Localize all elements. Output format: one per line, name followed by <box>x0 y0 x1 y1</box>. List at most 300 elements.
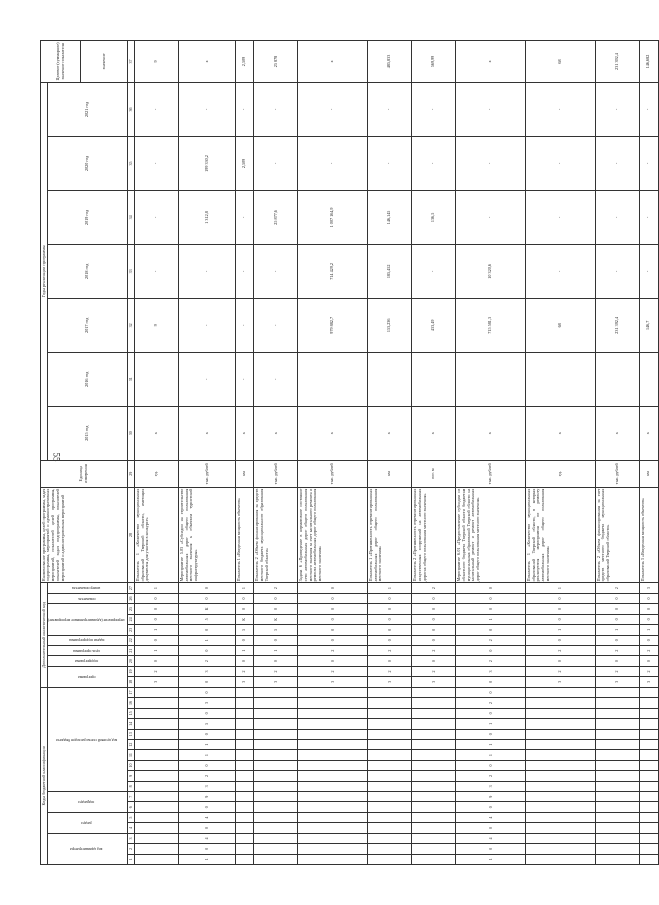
column-number-text: 13 <box>127 732 133 737</box>
column-number <box>128 771 135 781</box>
code-digit <box>596 666 640 676</box>
year-value <box>135 406 179 460</box>
row-name <box>596 487 640 583</box>
year-value <box>135 190 179 244</box>
row-name <box>298 487 368 583</box>
code-digit-text: 5 <box>272 628 278 631</box>
code-digit-text: 3 <box>386 680 392 683</box>
row-unit <box>298 460 368 487</box>
code-digit-text: 1 <box>557 587 563 590</box>
code-digit-text: 0 <box>645 660 651 663</box>
code-digit-text: 0 <box>272 660 278 663</box>
code-digit <box>135 802 179 812</box>
code-digit-text: 0 <box>203 806 209 809</box>
code-digit <box>179 593 236 603</box>
code-digit-text: 0 <box>645 639 651 642</box>
column-number <box>128 833 135 843</box>
code-digit-text: 2 <box>487 660 493 663</box>
year-value <box>640 244 658 298</box>
code-digit <box>254 666 298 676</box>
code-digit-text: 2 <box>386 670 392 673</box>
code-digit <box>298 614 368 624</box>
row-name <box>236 487 254 583</box>
year-value-text: 1 312,8 <box>203 211 209 224</box>
year-value <box>526 82 596 136</box>
rotated-table-container <box>40 40 651 865</box>
year-value-text: - <box>487 108 493 111</box>
code-digit <box>456 792 526 802</box>
code-digit-text: 2 <box>557 670 563 673</box>
code-digit-text: 3 <box>645 680 651 683</box>
code-digit <box>236 593 254 603</box>
year-value <box>640 190 658 244</box>
subprogram-header-text: подпрограмма <box>74 659 99 664</box>
code-digit-text: 0 <box>487 712 493 715</box>
code-digit <box>135 833 179 843</box>
code-digit <box>135 635 179 645</box>
code-digit <box>640 771 658 781</box>
code-digit <box>254 645 298 655</box>
year-value <box>368 244 412 298</box>
code-digit <box>368 719 412 729</box>
year-value-text: х <box>203 432 209 435</box>
code-digit <box>368 854 412 864</box>
code-digit <box>412 625 456 635</box>
year-value <box>236 244 254 298</box>
code-digit <box>254 698 298 708</box>
year-value-text: х <box>386 432 392 435</box>
code-digit <box>236 604 254 614</box>
year-value-text: - <box>241 378 247 380</box>
code-digit <box>179 823 236 833</box>
code-digit <box>640 739 658 749</box>
column-number-text: 15 <box>127 711 133 716</box>
column-number-text: 33 <box>127 269 133 274</box>
row-unit <box>368 460 412 487</box>
year-value <box>298 298 368 352</box>
row-name <box>135 487 179 583</box>
code-digit <box>254 739 298 749</box>
code-digit-text: 2 <box>487 639 493 642</box>
row-unit <box>135 460 179 487</box>
year-value <box>596 352 640 406</box>
code-digit-text: 3 <box>203 670 209 673</box>
code-digit-text: 1 <box>487 618 493 621</box>
year-value-text: 153,236 <box>386 318 392 333</box>
year-value-text: - <box>557 216 563 219</box>
row-name <box>640 487 658 583</box>
code-digit <box>640 833 658 843</box>
target-value-header-text: Целевое (суммарное) значение показателя <box>54 42 65 81</box>
column-number-text: 10 <box>127 763 133 768</box>
year-header-7-text: 2021 год <box>84 101 90 118</box>
code-digit <box>640 645 658 655</box>
year-value <box>456 190 526 244</box>
year-header-4 <box>47 244 127 298</box>
code-digit <box>236 656 254 666</box>
row-name-text: Показатель 2 «Объем финансирования за счет средств местного бюджета муниципальных образований Тверской области» <box>595 488 611 582</box>
year-value <box>135 352 179 406</box>
code-digit <box>135 604 179 614</box>
name-column-header-text: Наименование программы, целей программы, задач подпрограммы, мероприятий и административных мероприятий, показателей целей программы, показателей задач подпрограммы, показателей мероприятий и административных мероприятий <box>40 488 65 582</box>
code-digit <box>254 687 298 698</box>
code-digit <box>179 645 236 655</box>
code-digit-text: 0 <box>153 660 159 663</box>
code-digit <box>526 614 596 624</box>
column-number-text: 7 <box>127 795 133 798</box>
code-digit-text: 2 <box>430 649 436 652</box>
code-digit-text: 0 <box>614 597 620 600</box>
row-unit <box>254 460 298 487</box>
row-unit <box>412 460 456 487</box>
code-digit <box>526 729 596 739</box>
code-digit-text: 2 <box>272 670 278 673</box>
code-digit <box>640 854 658 864</box>
year-value <box>298 190 368 244</box>
code-digit <box>526 625 596 635</box>
subsection-header <box>47 792 127 813</box>
analytic-code-header <box>41 583 48 687</box>
code-digit <box>412 823 456 833</box>
code-digit <box>596 760 640 770</box>
column-number <box>128 708 135 718</box>
column-number <box>128 460 135 487</box>
code-digit <box>254 708 298 718</box>
target-value <box>456 41 526 83</box>
code-digit <box>526 698 596 708</box>
code-digit <box>526 833 596 843</box>
year-value <box>640 136 658 190</box>
code-digit <box>456 729 526 739</box>
row-name <box>526 487 596 583</box>
year-header-3 <box>47 298 127 352</box>
year-value-text: - <box>487 216 493 219</box>
code-digit <box>179 698 236 708</box>
year-value-text: - <box>645 270 651 273</box>
code-digit <box>596 771 640 781</box>
code-digit-text: 0 <box>203 827 209 830</box>
year-value <box>640 298 658 352</box>
program-purpose-header <box>47 645 127 655</box>
code-digit-text: 0 <box>386 660 392 663</box>
code-digit <box>298 604 368 614</box>
code-digit-text: 3 <box>645 587 651 590</box>
year-value-text: - <box>241 216 247 219</box>
code-digit-text: 0 <box>645 597 651 600</box>
code-digit <box>412 729 456 739</box>
code-digit <box>596 833 640 843</box>
code-digit <box>368 792 412 802</box>
code-digit-text: 0 <box>487 628 493 631</box>
column-number <box>128 719 135 729</box>
code-digit <box>135 729 179 739</box>
code-digit <box>596 854 640 864</box>
code-digit <box>236 687 254 698</box>
code-digit <box>456 760 526 770</box>
code-digit-text: 1 <box>272 649 278 652</box>
code-digit <box>596 844 640 854</box>
year-value <box>254 244 298 298</box>
code-digit-text: 0 <box>329 618 335 621</box>
year-value <box>526 244 596 298</box>
code-digit-text: 0 <box>203 712 209 715</box>
admin-code-header-text: код администратора <box>70 847 103 852</box>
column-number <box>128 82 135 136</box>
indicator-num-header-text: номер показателя <box>72 586 101 591</box>
year-value <box>254 82 298 136</box>
code-digit-text: 0 <box>645 618 651 621</box>
code-digit-text: 0 <box>557 660 563 663</box>
target-value <box>135 41 179 83</box>
code-digit <box>368 708 412 718</box>
program-years-header-text: Годы реализации программы <box>40 245 46 298</box>
code-digit <box>640 656 658 666</box>
code-digit <box>179 760 236 770</box>
code-digit-text: 0 <box>386 607 392 610</box>
code-digit <box>526 719 596 729</box>
target-value <box>179 41 236 83</box>
code-digit <box>596 583 640 594</box>
indicator-num-header <box>47 583 127 594</box>
code-digit-text: 1 <box>645 628 651 631</box>
year-value-text: - <box>645 108 651 111</box>
code-digit <box>298 635 368 645</box>
code-digit <box>596 645 640 655</box>
column-number <box>128 190 135 244</box>
code-digit <box>456 823 526 833</box>
code-digit <box>412 698 456 708</box>
code-digit <box>368 604 412 614</box>
code-digit <box>298 698 368 708</box>
column-number-text: 28 <box>127 533 133 537</box>
code-digit <box>298 812 368 822</box>
year-value-text: - <box>153 270 159 273</box>
year-value-text: х <box>557 432 563 435</box>
code-digit <box>179 833 236 843</box>
code-digit-text: 0 <box>386 618 392 621</box>
code-digit-text: 0 <box>241 607 247 610</box>
year-value <box>298 82 368 136</box>
year-header-6-text: 2020 год <box>84 155 90 172</box>
year-value-text: - <box>430 108 436 111</box>
year-value-text: - <box>203 378 209 380</box>
code-digit-text: 0 <box>430 639 436 642</box>
code-digit <box>640 708 658 718</box>
year-value-text: х <box>487 432 493 435</box>
table-row <box>135 41 179 865</box>
code-digit <box>412 635 456 645</box>
code-digit <box>254 854 298 864</box>
code-digit <box>254 593 298 603</box>
code-digit <box>526 708 596 718</box>
column-number-text: 37 <box>127 59 133 64</box>
column-number-text: 5 <box>127 816 133 819</box>
code-digit-text: 1 <box>557 628 563 631</box>
code-digit <box>596 614 640 624</box>
measures-header <box>47 604 127 635</box>
code-digit <box>179 854 236 864</box>
code-digit <box>596 802 640 812</box>
year-value <box>135 244 179 298</box>
year-header-5-text: 2019 год <box>84 209 90 225</box>
row-name-text: Показатель 1 «Введенная мощность объектов» <box>235 498 241 582</box>
code-digit-text: 2 <box>557 649 563 652</box>
year-value <box>412 190 456 244</box>
code-digit <box>298 645 368 655</box>
year-value <box>368 190 412 244</box>
program-header-text: программа <box>77 674 96 679</box>
code-digit <box>254 719 298 729</box>
code-digit <box>412 708 456 718</box>
year-value <box>456 352 526 406</box>
code-digit <box>179 583 236 594</box>
value-header <box>81 41 128 83</box>
code-digit <box>412 656 456 666</box>
code-digit-text: 0 <box>386 628 392 631</box>
target-value-header <box>41 41 81 83</box>
table-row <box>596 41 640 865</box>
year-value <box>456 298 526 352</box>
year-value <box>596 190 640 244</box>
year-header-7 <box>47 82 127 136</box>
column-number <box>128 823 135 833</box>
year-value <box>368 406 412 460</box>
code-digit <box>596 812 640 822</box>
year-value-text: 185,452 <box>386 264 392 279</box>
code-digit-text: 0 <box>487 806 493 809</box>
code-digit-text: 0 <box>203 597 209 600</box>
program-years-header <box>41 82 48 460</box>
code-digit-text: 3 <box>241 680 247 683</box>
code-digit <box>526 854 596 864</box>
code-digit <box>135 677 179 687</box>
code-digit <box>368 802 412 812</box>
target-value-text: 231 392,4 <box>614 53 620 70</box>
year-header-5 <box>47 190 127 244</box>
year-value-text: 10 320,6 <box>487 264 493 279</box>
year-value <box>179 82 236 136</box>
column-number <box>128 298 135 352</box>
code-digit <box>526 583 596 594</box>
code-digit <box>298 583 368 594</box>
code-digit <box>254 625 298 635</box>
code-digit <box>179 750 236 760</box>
year-value-text: 68 <box>557 323 563 328</box>
code-digit <box>135 812 179 822</box>
row-name <box>412 487 456 583</box>
code-digit <box>526 802 596 812</box>
code-digit <box>236 625 254 635</box>
code-digit <box>236 583 254 594</box>
column-number <box>128 604 135 614</box>
year-value <box>526 190 596 244</box>
code-digit <box>368 666 412 676</box>
code-digit <box>179 771 236 781</box>
code-digit <box>596 739 640 749</box>
year-value <box>236 406 254 460</box>
code-digit <box>412 666 456 676</box>
code-digit <box>179 719 236 729</box>
target-value-text: 569,99 <box>430 55 436 68</box>
code-digit <box>254 802 298 812</box>
year-value-text: - <box>272 270 278 273</box>
year-value-text: - <box>272 324 278 327</box>
code-digit <box>640 729 658 739</box>
code-digit <box>456 812 526 822</box>
code-digit-text: 0 <box>614 639 620 642</box>
code-digit <box>412 771 456 781</box>
year-value-text: - <box>203 270 209 273</box>
target-value <box>236 41 254 83</box>
year-value-text: - <box>153 162 159 165</box>
code-digit <box>596 656 640 666</box>
column-number <box>128 487 135 583</box>
code-digit-text: 0 <box>430 660 436 663</box>
row-unit-text: км <box>645 471 651 477</box>
row-unit <box>236 460 254 487</box>
year-value-text: х <box>614 432 620 435</box>
target-value <box>640 41 658 83</box>
code-digit <box>135 687 179 698</box>
year-value <box>640 352 658 406</box>
code-digit <box>640 750 658 760</box>
year-value-text: - <box>645 162 651 165</box>
code-digit-text: 3 <box>203 785 209 788</box>
code-digit <box>298 593 368 603</box>
year-value-text: - <box>203 108 209 111</box>
year-value <box>640 82 658 136</box>
code-digit <box>254 781 298 791</box>
code-digit-text: 0 <box>487 680 493 683</box>
code-digit <box>596 823 640 833</box>
code-digit <box>298 687 368 698</box>
code-digit-text: 0 <box>487 847 493 850</box>
code-digit <box>526 656 596 666</box>
year-value <box>456 82 526 136</box>
subprogram-tasks-header-text: задачи подпрограммы <box>68 638 105 643</box>
year-value-text: - <box>241 324 247 327</box>
row-unit <box>179 460 236 487</box>
year-value <box>596 298 640 352</box>
analytic-code-header-text: Дополнительный аналитический код <box>40 602 46 668</box>
year-value-text: - <box>430 270 436 273</box>
code-digit <box>596 781 640 791</box>
code-digit <box>298 844 368 854</box>
code-digit <box>179 708 236 718</box>
row-unit-text: тыс. рублей <box>272 463 278 485</box>
row-name-text: Мероприятие 5.03 «Субсидии на строительство автомобильных дорог общего пользования местного значения к объектам туристской инфраструктуры» <box>178 488 199 582</box>
code-digit-text: 0 <box>241 639 247 642</box>
column-number <box>128 614 135 624</box>
year-value <box>236 298 254 352</box>
row-name-text: Показатель 1 «Протяженность отремонтированных автомобильных дорог общего пользования местного значения» <box>367 488 383 582</box>
code-digit <box>640 614 658 624</box>
year-value-text: х <box>241 432 247 435</box>
code-digit-text: 3 <box>487 670 493 673</box>
row-name-text: Показатель 3 «Введенная мощность объектов» <box>639 498 645 582</box>
year-value <box>135 298 179 352</box>
code-digit-text: 1 <box>487 858 493 861</box>
unit-column-header <box>41 460 128 487</box>
code-digit <box>236 812 254 822</box>
code-digit <box>254 604 298 614</box>
code-digit-text: 3 <box>153 680 159 683</box>
code-digit-text: 0 <box>430 618 436 621</box>
column-number-text: 22 <box>127 638 133 643</box>
target-value-text: 25 878 <box>272 55 278 68</box>
code-digit <box>236 750 254 760</box>
target-value-text: 485,833 <box>386 54 392 69</box>
